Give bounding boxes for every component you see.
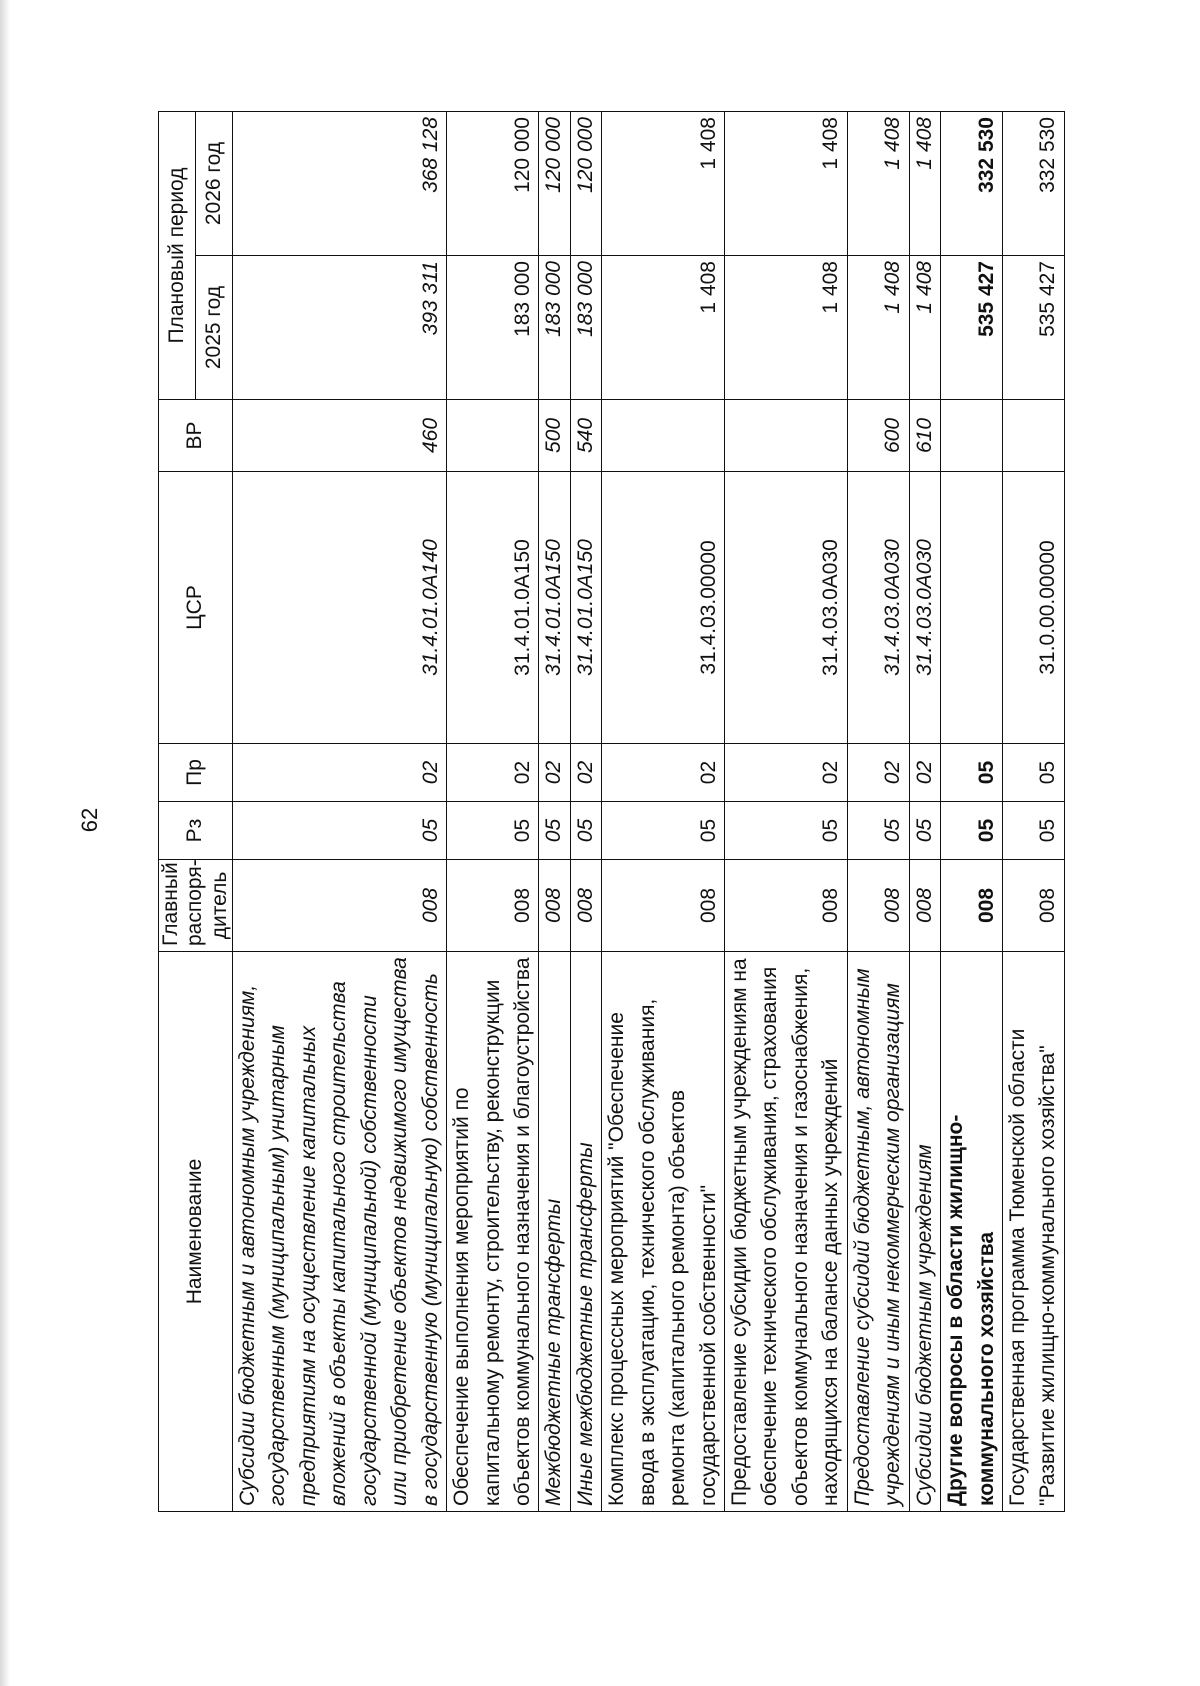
- cell-pr: 05: [1002, 744, 1064, 802]
- cell-glav: 008: [847, 860, 909, 952]
- cell-glav: 008: [539, 860, 570, 952]
- cell-vr: 540: [570, 400, 601, 472]
- cell-pr: 02: [233, 744, 447, 802]
- cell-pr: 02: [847, 744, 909, 802]
- cell-pr: 02: [570, 744, 601, 802]
- table-row: [570, 112, 601, 1512]
- cell-name: Комплекс процессных мероприятий "Обеспечение ввода в эксплуатацию, технического обслуживания, ремонта (капитального ремонта) объектов государственной собственности": [602, 952, 725, 1512]
- table-row: [941, 112, 1003, 1512]
- cell-name: Предоставление субсидии бюджетным учреждениям на обеспечение технического обслуживания, страхования объектов коммунального назначения и газоснабжения, находящихся на балансе данных учреждений: [725, 952, 848, 1512]
- cell-name: Обеспечение выполнения мероприятий по капитальному ремонту, строительству, реконструкции объектов коммунального назначения и благоустройства: [447, 952, 539, 1512]
- cell-name: Государственная программа Тюменской области "Развитие жилищно-коммунального хозяйства": [1002, 952, 1064, 1512]
- cell-pr: 02: [725, 744, 848, 802]
- cell-vr: [1002, 400, 1064, 472]
- header-row: [159, 112, 196, 1512]
- cell-2026: 332 530: [941, 112, 1003, 256]
- rotated-page: [158, 112, 1058, 1512]
- cell-glav: 008: [602, 860, 725, 952]
- page-number: 62: [77, 807, 102, 833]
- cell-2026: 1 408: [602, 112, 725, 256]
- cell-rz: 05: [233, 802, 447, 860]
- cell-csr: 31.4.01.0А150: [447, 472, 539, 744]
- cell-pr: 02: [909, 744, 940, 802]
- cell-2026: 332 530: [1002, 112, 1064, 256]
- cell-2025: 1 408: [725, 256, 848, 400]
- cell-2025: 183 000: [570, 256, 601, 400]
- cell-rz: 05: [847, 802, 909, 860]
- table-row: [539, 112, 570, 1512]
- cell-csr: 31.4.01.0А150: [539, 472, 570, 744]
- cell-vr: 500: [539, 400, 570, 472]
- cell-rz: 05: [725, 802, 848, 860]
- cell-glav: 008: [233, 860, 447, 952]
- cell-rz: 05: [602, 802, 725, 860]
- table-row: [447, 112, 539, 1512]
- cell-2026: 1 408: [847, 112, 909, 256]
- table-row: [1002, 112, 1064, 1512]
- cell-2025: 535 427: [1002, 256, 1064, 400]
- header-name: Наименование: [159, 952, 233, 1512]
- cell-2025: 183 000: [539, 256, 570, 400]
- cell-vr: [725, 400, 848, 472]
- cell-2026: 120 000: [570, 112, 601, 256]
- cell-rz: 05: [570, 802, 601, 860]
- cell-vr: [602, 400, 725, 472]
- cell-vr: [447, 400, 539, 472]
- cell-rz: 05: [941, 802, 1003, 860]
- table-row: [233, 112, 447, 1512]
- cell-name: Предоставление субсидий бюджетным, автономным учреждениям и иным некоммерческим организациям: [847, 952, 909, 1512]
- cell-csr: 31.4.01.0А140: [233, 472, 447, 744]
- cell-vr: 610: [909, 400, 940, 472]
- cell-csr: 31.0.00.00000: [1002, 472, 1064, 744]
- cell-vr: [941, 400, 1003, 472]
- cell-name: Межбюджетные трансферты: [539, 952, 570, 1512]
- header-plan-period: Плановый период: [159, 112, 196, 400]
- cell-pr: 05: [941, 744, 1003, 802]
- scan-edge: [0, 0, 10, 1686]
- cell-2025: 393 311: [233, 256, 447, 400]
- cell-2026: 368 128: [233, 112, 447, 256]
- table-row: [909, 112, 940, 1512]
- cell-csr: 31.4.03.0А030: [909, 472, 940, 744]
- table-row: [847, 112, 909, 1512]
- cell-glav: 008: [941, 860, 1003, 952]
- cell-name: Субсидии бюджетным и автономным учреждениям, государственным (муниципальным) унитарным предприятиям на осуществление капитальных вложений в объекты капитального строительства государственной (муниципальной) собственности или приобретение объектов недвижимого имущества в государственную (муниципальную) собственность: [233, 952, 447, 1512]
- cell-name: Другие вопросы в области жилищно-коммунального хозяйства: [941, 952, 1003, 1512]
- cell-2025: 1 408: [602, 256, 725, 400]
- cell-2025: 535 427: [941, 256, 1003, 400]
- cell-csr: 31.4.01.0А150: [570, 472, 601, 744]
- cell-glav: 008: [447, 860, 539, 952]
- header-2026: 2026 год: [196, 112, 233, 256]
- cell-csr: 31.4.03.0А030: [725, 472, 848, 744]
- budget-table: [158, 111, 1065, 1512]
- cell-2026: 1 408: [909, 112, 940, 256]
- header-rz: Рз: [159, 802, 233, 860]
- cell-vr: 600: [847, 400, 909, 472]
- cell-glav: 008: [909, 860, 940, 952]
- table-row: [602, 112, 725, 1512]
- cell-name: Субсидии бюджетным учреждениям: [909, 952, 940, 1512]
- cell-csr: [941, 472, 1003, 744]
- cell-pr: 02: [602, 744, 725, 802]
- cell-glav: 008: [1002, 860, 1064, 952]
- table-row: [725, 112, 848, 1512]
- cell-pr: 02: [539, 744, 570, 802]
- cell-2026: 120 000: [447, 112, 539, 256]
- cell-csr: 31.4.03.0А030: [847, 472, 909, 744]
- header-glav: Главный распоря-дитель: [159, 860, 233, 952]
- cell-glav: 008: [725, 860, 848, 952]
- cell-2025: 1 408: [847, 256, 909, 400]
- cell-2026: 120 000: [539, 112, 570, 256]
- cell-2026: 1 408: [725, 112, 848, 256]
- cell-rz: 05: [539, 802, 570, 860]
- cell-rz: 05: [447, 802, 539, 860]
- cell-name: Иные межбюджетные трансферты: [570, 952, 601, 1512]
- cell-rz: 05: [909, 802, 940, 860]
- cell-csr: 31.4.03.00000: [602, 472, 725, 744]
- cell-pr: 02: [447, 744, 539, 802]
- header-pr: Пр: [159, 744, 233, 802]
- cell-2025: 183 000: [447, 256, 539, 400]
- cell-2025: 1 408: [909, 256, 940, 400]
- cell-vr: 460: [233, 400, 447, 472]
- header-csr: ЦСР: [159, 472, 233, 744]
- cell-glav: 008: [570, 860, 601, 952]
- header-vr: ВР: [159, 400, 233, 472]
- header-2025: 2025 год: [196, 256, 233, 400]
- cell-rz: 05: [1002, 802, 1064, 860]
